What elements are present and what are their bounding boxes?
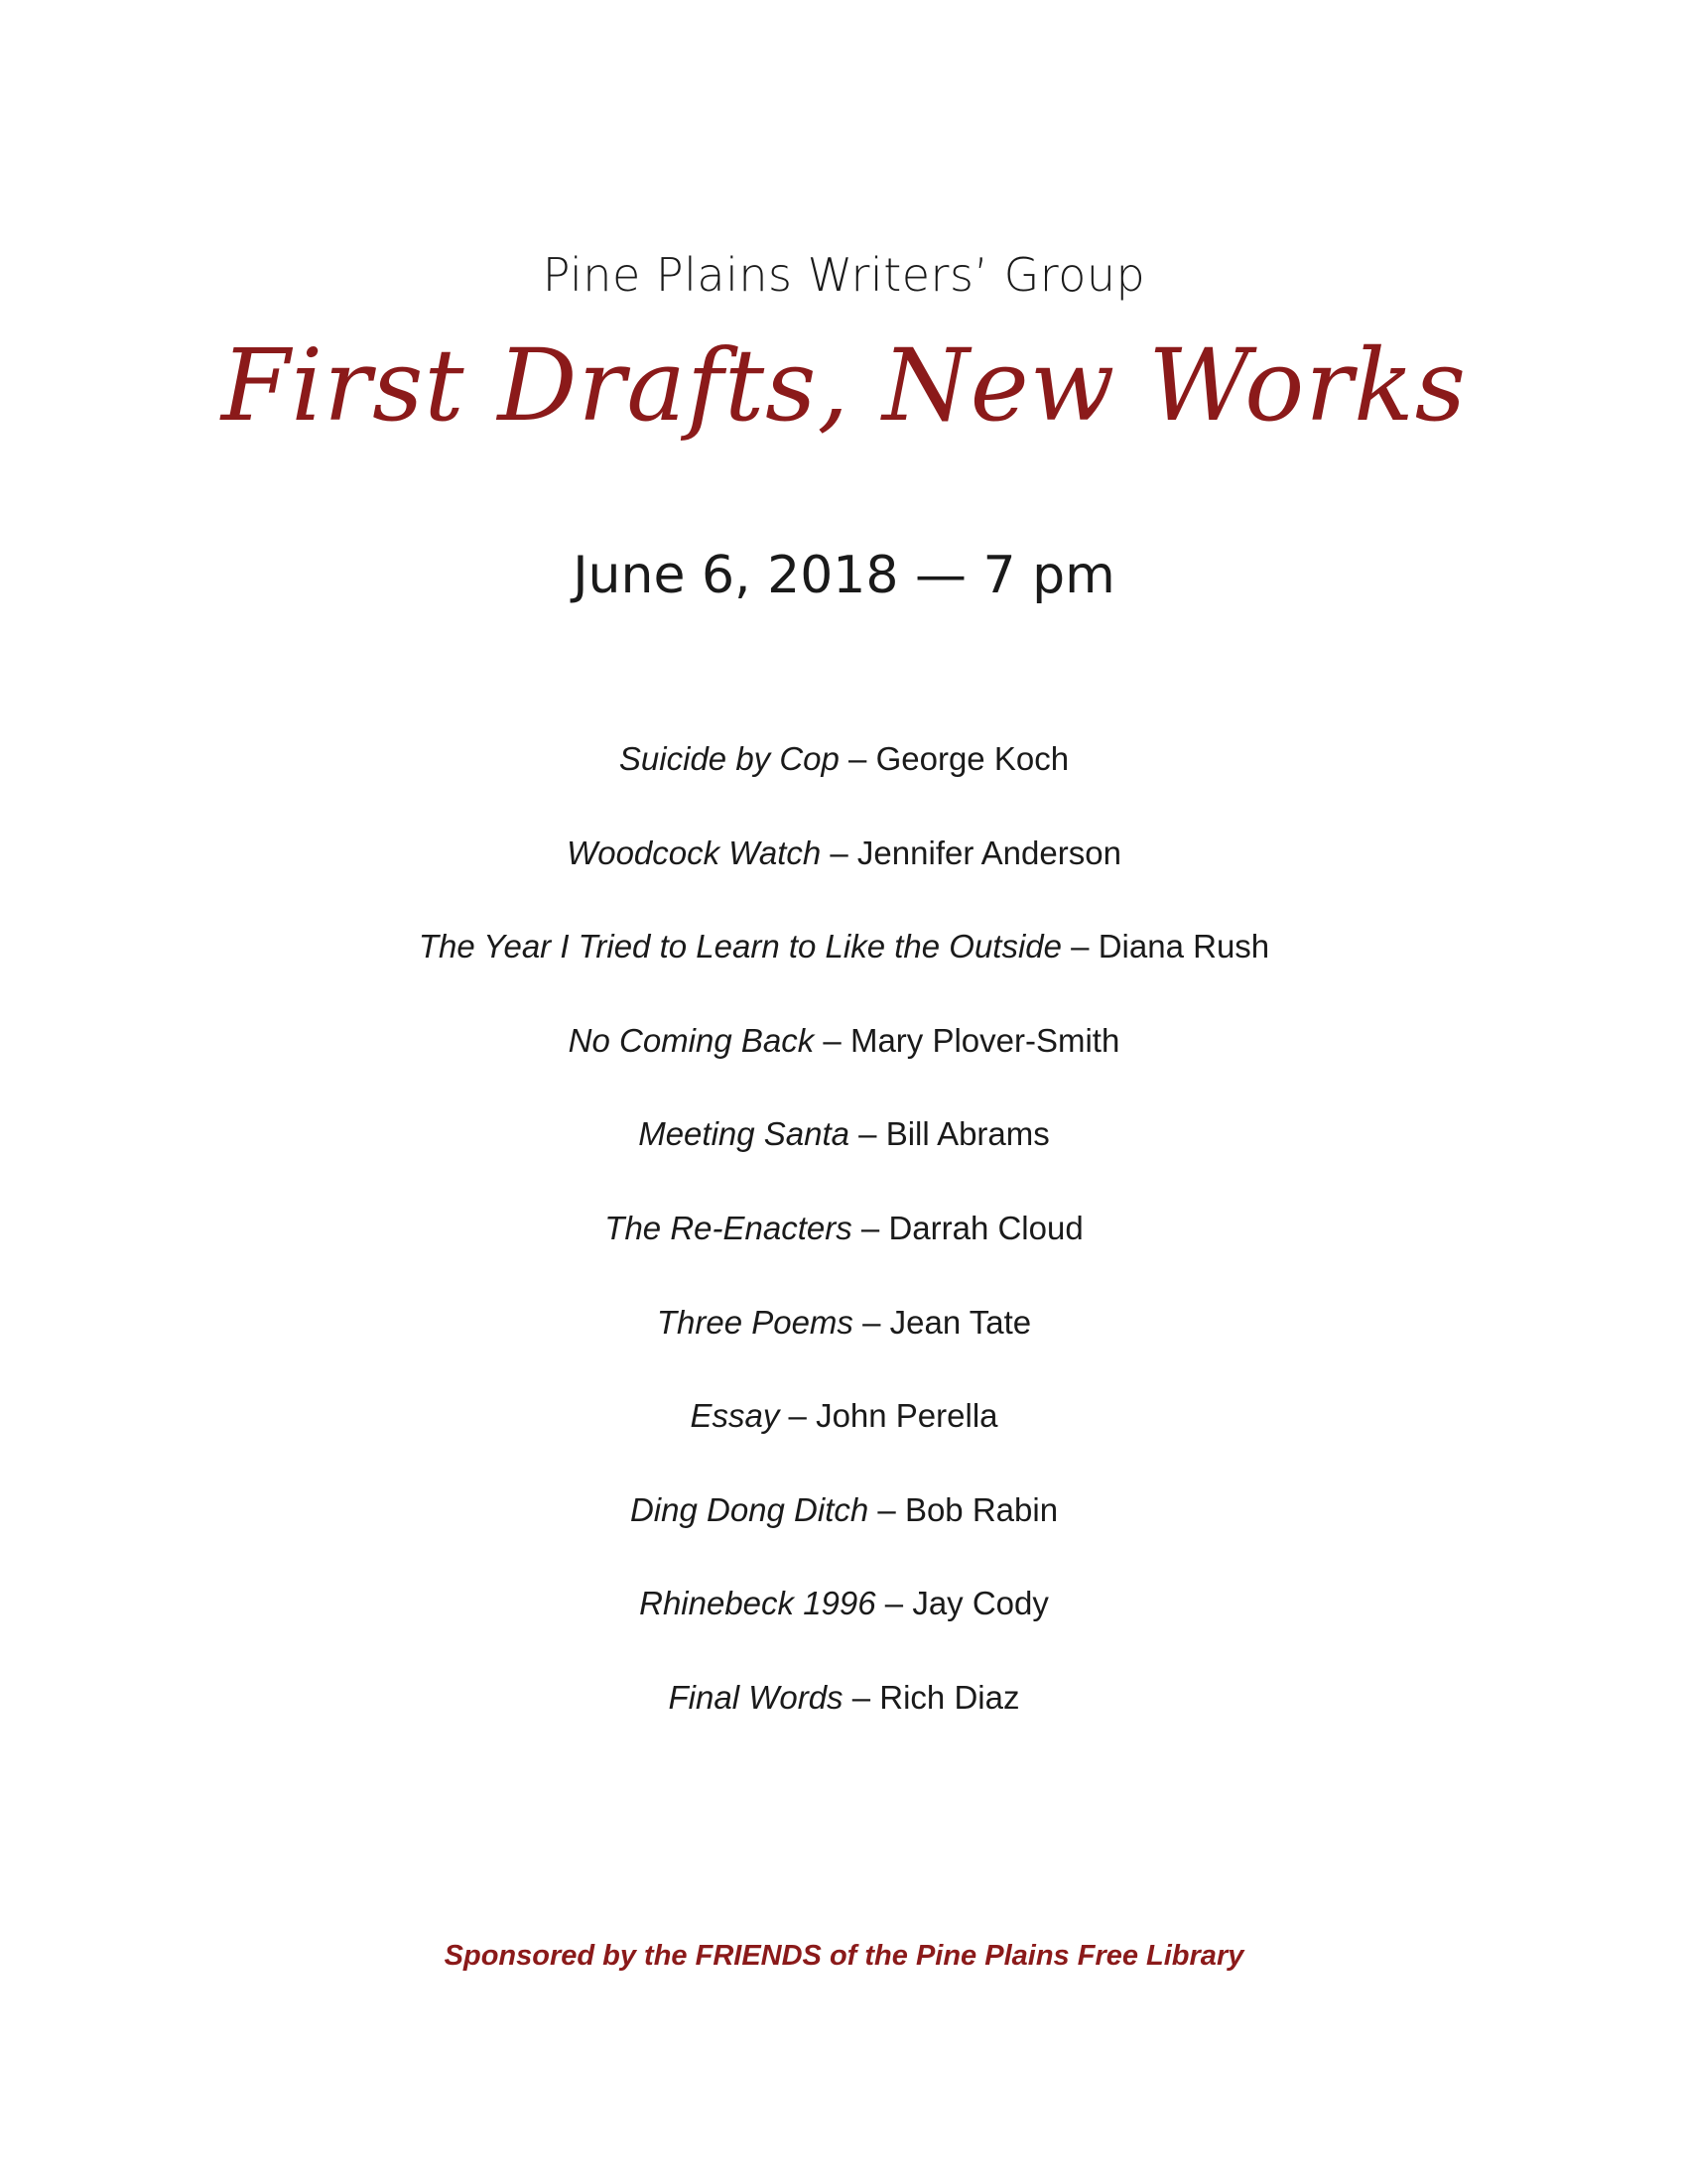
list-item <box>0 1679 1688 1773</box>
reading-author: George Koch <box>875 740 1070 777</box>
reading-title: Rhinebeck 1996 <box>639 1585 876 1622</box>
reading-separator: – <box>875 1585 913 1622</box>
list-item <box>0 1304 1688 1398</box>
list-item <box>0 740 1688 835</box>
list-item <box>0 1397 1688 1491</box>
list-item <box>0 1491 1688 1586</box>
reading-author: John Perella <box>816 1397 998 1435</box>
reading-title: Essay <box>690 1397 780 1435</box>
reading-separator: – <box>843 1678 880 1716</box>
reading-separator: – <box>1062 928 1099 965</box>
list-item <box>0 1022 1688 1116</box>
list-item <box>0 1585 1688 1679</box>
list-item <box>0 928 1688 1022</box>
reading-author: Jennifer Anderson <box>856 834 1121 871</box>
reading-separator: – <box>849 1115 886 1153</box>
event-date-time: June 6, 2018 — 7 pm <box>573 546 1115 605</box>
reading-author: Rich Diaz <box>879 1678 1020 1716</box>
reading-separator: – <box>779 1397 817 1435</box>
list-item <box>0 835 1688 929</box>
event-headline: First Drafts, New Works <box>220 327 1468 444</box>
reading-author: Jean Tate <box>889 1303 1032 1341</box>
reading-separator: – <box>868 1490 905 1528</box>
list-item <box>0 1210 1688 1304</box>
reading-author: Diana Rush <box>1098 928 1270 965</box>
reading-author: Bill Abrams <box>885 1115 1050 1153</box>
reading-author: Bob Rabin <box>904 1490 1059 1528</box>
reading-author: Jay Cody <box>912 1585 1049 1622</box>
reading-separator: – <box>821 834 857 871</box>
sponsor-line: Sponsored by the FRIENDS of the Pine Plains Free Library <box>444 1940 1244 1972</box>
reading-title: The Year I Tried to Learn to Like the Outside <box>418 928 1063 965</box>
reading-list <box>0 740 1688 1773</box>
reading-title: The Re-Enacters <box>604 1209 852 1246</box>
reading-author: Mary Plover-Smith <box>849 1021 1120 1059</box>
reading-title: Woodcock Watch <box>567 834 822 871</box>
reading-title: Three Poems <box>656 1303 853 1341</box>
reading-title: Final Words <box>668 1678 844 1716</box>
reading-separator: – <box>852 1303 890 1341</box>
list-item <box>0 1115 1688 1210</box>
reading-separator: – <box>839 740 876 777</box>
reading-separator: – <box>851 1209 889 1246</box>
reading-title: No Coming Back <box>568 1021 815 1059</box>
reading-author: Darrah Cloud <box>888 1209 1084 1246</box>
reading-title: Ding Dong Ditch <box>629 1490 869 1528</box>
group-name: Pine Plains Writers’ Group <box>542 248 1146 302</box>
reading-separator: – <box>814 1021 850 1059</box>
reading-title: Suicide by Cop <box>618 740 840 777</box>
reading-title: Meeting Santa <box>638 1115 850 1153</box>
